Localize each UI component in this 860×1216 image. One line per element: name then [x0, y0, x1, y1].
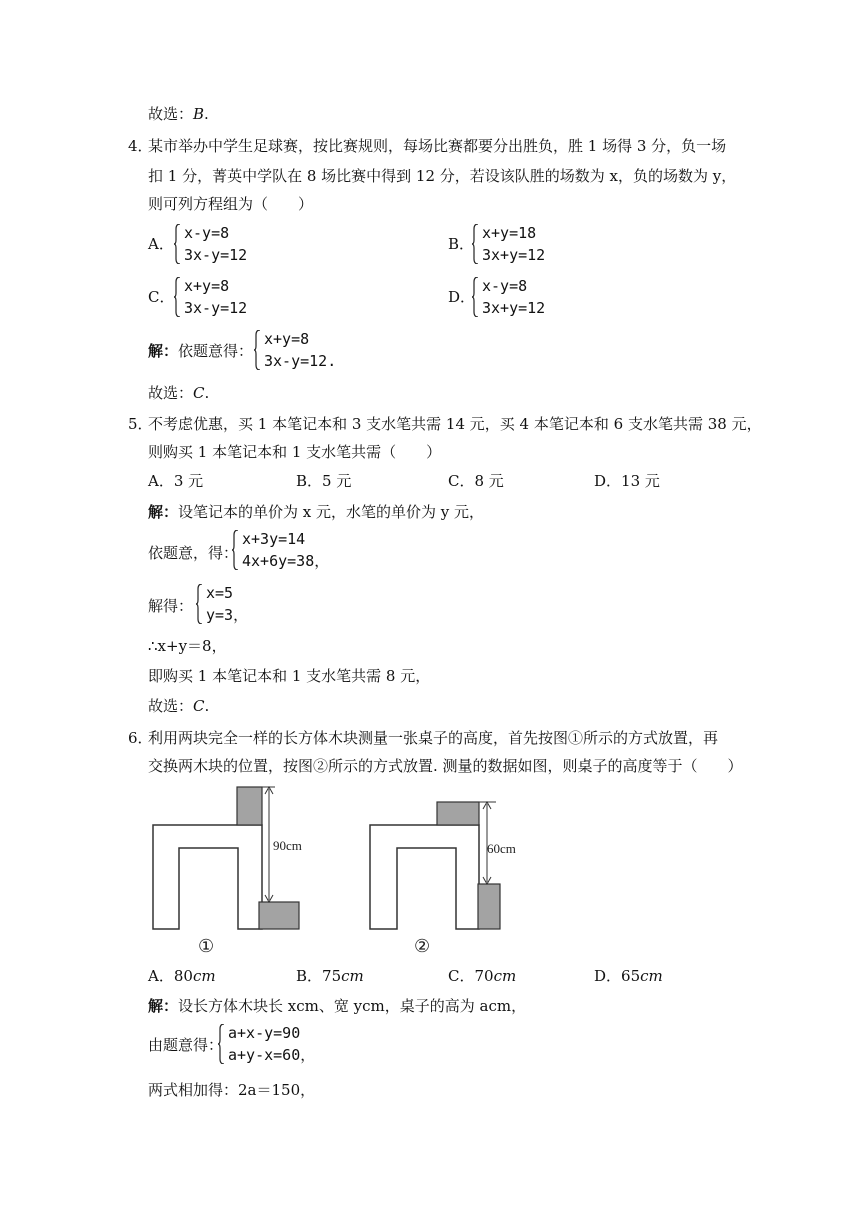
q4-answer-line: 故选：C.: [148, 384, 210, 402]
q5-solution-intro: 解：设笔记本的单价为 x 元，水笔的单价为 y 元，: [148, 503, 485, 521]
wood-block: [437, 802, 479, 825]
q5-step1-text: 依题意，得：: [148, 544, 239, 562]
q5-option-a: A．3 元: [148, 472, 204, 490]
brace-icon: [174, 224, 180, 264]
q4-option-d-label: D．: [448, 288, 476, 306]
wood-block: [478, 884, 500, 929]
q4-stem-line1: 某市举办中学生足球赛，按比赛规则，每场比赛都要分出胜负，胜 1 场得 3 分，负一场: [148, 137, 727, 155]
q6-option-a: A．80cm: [148, 967, 216, 985]
fig1-measure-label: 90cm: [273, 838, 302, 853]
q6-stem-line1: 利用两块完全一样的长方体木块测量一张桌子的高度，首先按图①所示的方式放置，再: [148, 729, 719, 747]
q4-option-b-label: B．: [448, 235, 475, 253]
brace-icon: [218, 1024, 224, 1064]
q5-number: 5．: [128, 415, 153, 433]
brace-icon: [472, 277, 478, 317]
q6-option-c: C．70cm: [448, 967, 517, 985]
brace-icon: [174, 277, 180, 317]
table-shape: [370, 825, 479, 929]
q5-stem-line1: 不考虑优惠，买 1 本笔记本和 3 支水笔共需 14 元，买 4 本笔记本和 6 支水笔共需 38 元，: [148, 415, 762, 433]
q3-answer-line: 故选：B.: [148, 105, 209, 123]
q6-step2: 两式相加得：2a＝150，: [148, 1081, 316, 1099]
q6-option-b: B．75cm: [296, 967, 364, 985]
q5-option-b: B．5 元: [296, 472, 352, 490]
q5-step3: ∴x+y＝8，: [148, 637, 227, 655]
q5-step2-system: x=5 y=3，: [196, 582, 248, 626]
q4-stem-line3: 则可列方程组为（ ）: [148, 195, 314, 213]
q4-option-c-system: x+y=8 3x-y=12: [174, 275, 247, 319]
q5-option-d: D．13 元: [594, 472, 660, 490]
q6-number: 6．: [128, 729, 153, 747]
q6-solution-intro: 解：设长方体木块长 xcm、宽 ycm，桌子的高为 acm，: [148, 997, 527, 1015]
wood-block: [237, 787, 262, 825]
q4-stem-line2: 扣 1 分，菁英中学队在 8 场比赛中得到 12 分，若设该队胜的场数为 x，负的场数为 y，: [148, 167, 737, 185]
q5-answer-line: 故选：C.: [148, 697, 210, 715]
table-shape: [153, 825, 262, 929]
wood-block: [259, 902, 299, 929]
q4-solution-system: x+y=8 3x-y=12.: [254, 328, 336, 372]
q4-option-a-label: A．: [148, 235, 174, 253]
fig1-label: ①: [198, 936, 215, 956]
q5-step4: 即购买 1 本笔记本和 1 支水笔共需 8 元，: [148, 667, 431, 685]
q5-step2-text: 解得：: [148, 597, 194, 615]
brace-icon: [196, 584, 202, 624]
q5-step1-system: x+3y=14 4x+6y=38，: [232, 528, 329, 572]
figure-1: [153, 787, 302, 956]
q4-option-c-label: C．: [148, 288, 175, 306]
q4-number: 4．: [128, 137, 153, 155]
brace-icon: [254, 330, 260, 370]
q6-step1-system: a+x-y=90 a+y-x=60，: [218, 1022, 315, 1066]
q6-stem-line2: 交换两木块的位置，按图②所示的方式放置. 测量的数据如图，则桌子的高度等于（ ）: [148, 757, 743, 775]
table-measurement-figure: [140, 782, 520, 962]
q4-option-b-system: x+y=18 3x+y=12: [472, 222, 545, 266]
fig2-label: ②: [414, 936, 431, 956]
q4-solution-text: 解：依题意得：: [148, 342, 254, 360]
q4-option-d-system: x-y=8 3x+y=12: [472, 275, 545, 319]
q6-step1-text: 由题意得：: [148, 1036, 224, 1054]
q6-option-d: D．65cm: [594, 967, 663, 985]
q5-option-c: C．8 元: [448, 472, 504, 490]
brace-icon: [232, 530, 238, 570]
q5-stem-line2: 则购买 1 本笔记本和 1 支水笔共需（ ）: [148, 443, 442, 461]
figure-2: [370, 802, 516, 956]
q4-option-a-system: x-y=8 3x-y=12: [174, 222, 247, 266]
brace-icon: [472, 224, 478, 264]
fig2-measure-label: 60cm: [487, 841, 516, 856]
